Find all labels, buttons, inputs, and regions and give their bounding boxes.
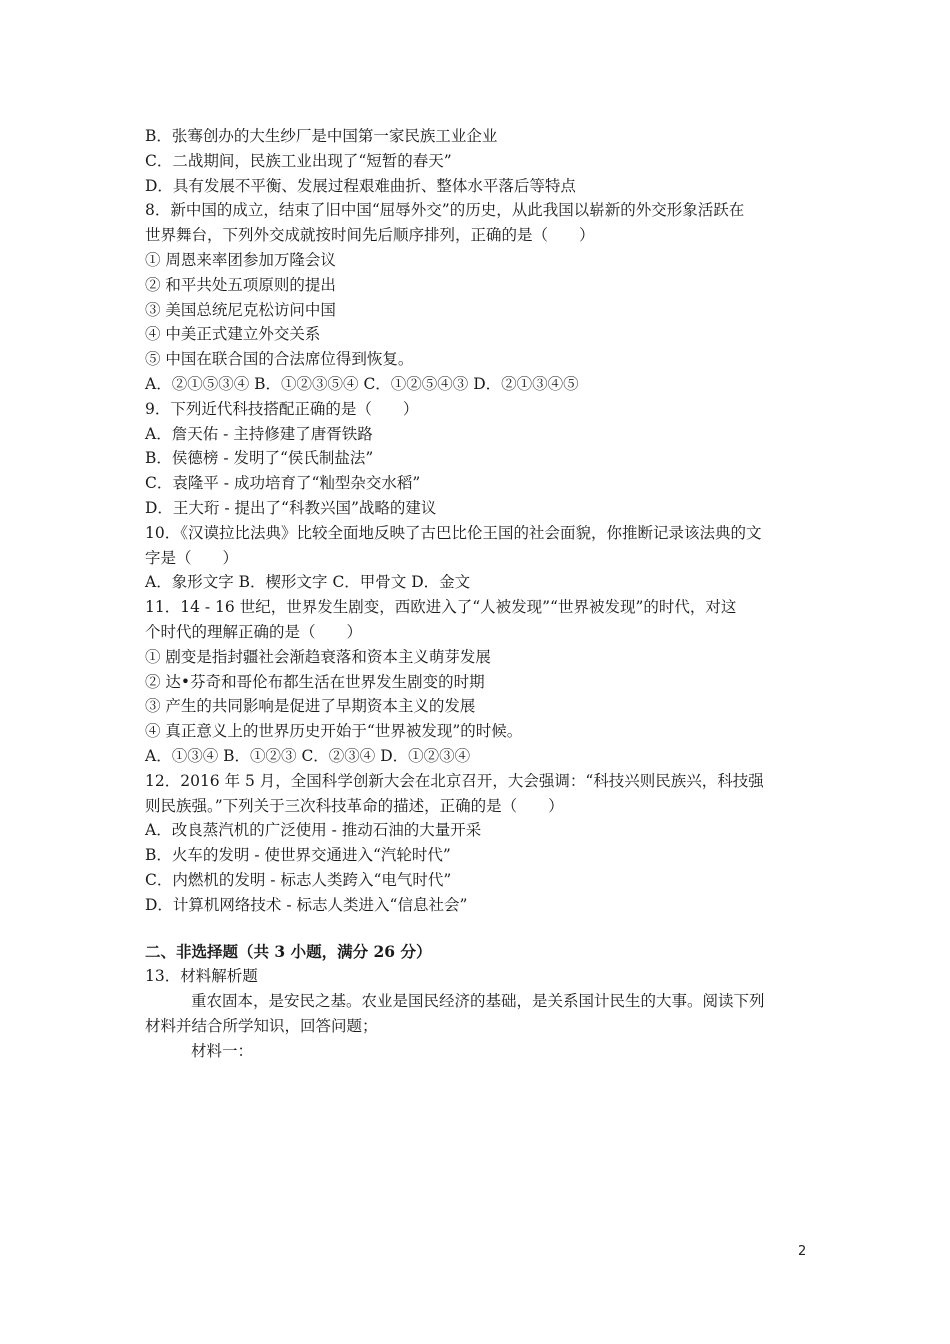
- text-line: ① 周恩来率团参加万隆会议: [145, 250, 336, 269]
- text-line: ③ 美国总统尼克松访问中国: [145, 300, 336, 319]
- text-line: D．王大珩 - 提出了“科教兴国”战略的建议: [145, 498, 437, 517]
- text-line: C．袁隆平 - 成功培育了“籼型杂交水稻”: [145, 474, 421, 493]
- text-line: ② 达•芬奇和哥伦布都生活在世界发生剧变的时期: [145, 672, 485, 691]
- text-line: ② 和平共处五项原则的提出: [145, 275, 336, 294]
- text-line: ③ 产生的共同影响是促进了早期资本主义的发展: [145, 697, 476, 716]
- text-line: 世界舞台，下列外交成就按时间先后顺序排列，正确的是（ ）: [145, 226, 595, 245]
- text-line: B．张骞创办的大生纱厂是中国第一家民族工业企业: [145, 127, 498, 145]
- text-line: 字是（ ）: [145, 548, 239, 567]
- answer-options: A．①③④ B．①②③ C．②③④ D．①②③④: [145, 746, 471, 765]
- question-12: 12．2016 年 5 月，全国科学创新大会在北京召开，大会强调：“科技兴则民族兴，科技强: [145, 771, 764, 790]
- page-number: 2: [798, 1244, 807, 1259]
- text-line: D．计算机网络技术 - 标志人类进入“信息社会”: [145, 895, 468, 914]
- answer-options: A．象形文字 B．楔形文字 C．甲骨文 D．金文: [145, 573, 471, 592]
- text-line: 则民族强。”下列关于三次科技革命的描述，正确的是（ ）: [145, 796, 564, 815]
- text-line: ④ 真正意义上的世界历史开始于“世界被发现”的时候。: [145, 722, 523, 741]
- text-line: C．内燃机的发明 - 标志人类跨入“电气时代”: [145, 870, 452, 889]
- question-8: 8．新中国的成立，结束了旧中国“屈辱外交”的历史，从此我国以崭新的外交形象活跃在: [145, 201, 745, 220]
- question-10: 10．《汉谟拉比法典》比较全面地反映了古巴比伦王国的社会面貌，你推断记录该法典的文: [145, 523, 762, 542]
- text-line: A．改良蒸汽机的广泛使用 - 推动石油的大量开采: [145, 821, 482, 840]
- question-9: 9．下列近代科技搭配正确的是（ ）: [145, 399, 419, 418]
- text-line: D．具有发展不平衡、发展过程艰难曲折、整体水平落后等特点: [145, 176, 576, 195]
- section-title: 二、非选择题（共 3 小题，满分 26 分）: [145, 941, 432, 961]
- text-line: 个时代的理解正确的是（ ）: [145, 622, 363, 641]
- text-line: B．侯德榜 - 发明了“侯氏制盐法”: [145, 449, 374, 468]
- section-gap: [145, 918, 825, 940]
- text-line: B．火车的发明 - 使世界交通进入“汽轮时代”: [145, 846, 451, 865]
- paragraph-line: 材料并结合所学知识，回答问题；: [145, 1016, 378, 1035]
- paragraph-line: 重农固本，是安民之基。农业是国民经济的基础，是关系国计民生的大事。阅读下列: [191, 992, 765, 1011]
- text-line: A．詹天佑 - 主持修建了唐胥铁路: [145, 424, 373, 443]
- text-line: ① 剧变是指封疆社会渐趋衰落和资本主义萌芽发展: [145, 647, 491, 666]
- question-11: 11．14 - 16 世纪，世界发生剧变，西欧进入了“人被发现”“世界被发现”的时代，对这: [145, 598, 737, 617]
- answer-options: A．②①⑤③④ B．①②③⑤④ C．①②⑤④③ D．②①③④⑤: [145, 374, 579, 393]
- text-line: ④ 中美正式建立外交关系: [145, 325, 321, 344]
- material-label: 材料一：: [191, 1041, 254, 1060]
- text-line: C．二战期间，民族工业出现了“短暂的春天”: [145, 151, 452, 170]
- document-body: [145, 124, 825, 1063]
- text-line: ⑤ 中国在联合国的合法席位得到恢复。: [145, 350, 414, 369]
- question-13: 13．材料解析题: [145, 967, 258, 986]
